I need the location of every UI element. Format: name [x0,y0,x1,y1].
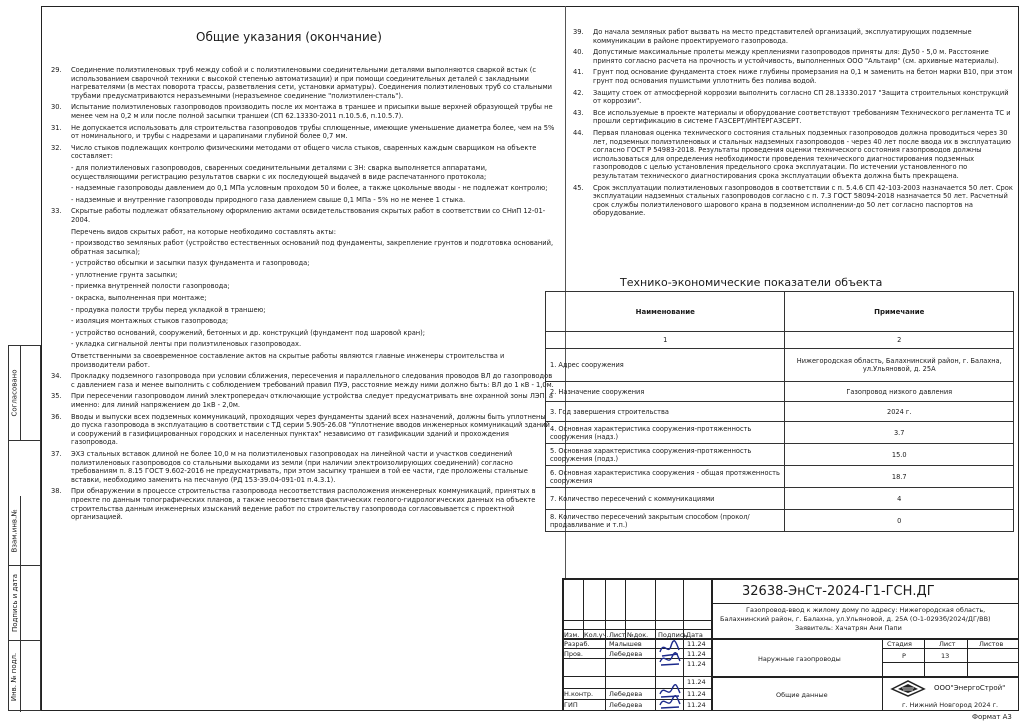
col-number: 1 [546,332,785,349]
company-city: г. Нижний Новгород 2024 г. [902,701,999,709]
list-item: - производство земляных работ (устройство естественных оснований под фундаменты, закрепление грунтов и подготовка оснований, обратная засыпка); [71,239,554,256]
note-text: Защиту стоек от атмосферной коррозии выполнить согласно СП 28.13330.2017 "Защита строительных конструкций от коррозии". [593,88,1009,106]
list-item: - надземные и внутренние газопроводы природного газа давлением свыше 0,1 МПа - 5% но не менее 1 стыка. [71,195,466,204]
note-num: 34. [51,372,62,381]
date-row3: 11.24 [687,660,706,668]
col-header-note: Примечание [785,292,1014,332]
note-text: До начала земляных работ вызвать на место представителей организаций, эксплуатирующих подземные коммуникации в районе проектируемого газопровода. [593,28,972,45]
stamp-line [683,578,684,711]
table-number-row [546,332,1014,349]
signature-mark [658,652,682,668]
stamp-line [562,688,711,689]
date-nkontr: 11.24 [687,690,706,698]
table-row [546,402,1014,422]
table-row [546,466,1014,488]
stamp-line [882,662,1019,663]
note-38 [51,487,556,521]
stamp-line [562,658,711,659]
stamp-line [625,578,626,638]
company-name: ООО"ЭнергоСтрой" [934,684,1006,692]
margin-cell-inv-orig [9,641,40,712]
date-prov: 11.24 [687,650,706,658]
tep-table [545,291,1014,532]
hdr-date: Дата [686,631,703,639]
tep-title: Технико-экономические показатели объекта [620,276,883,289]
stamp-line [967,638,968,676]
row-value: 0 [785,510,1014,532]
row-value: 4 [785,488,1014,510]
note-33 [51,207,556,224]
note-text: Грунт под основание фундамента стоек ниже глубины промерзания на 0,1 м заменить на бетон марки В10, при этом грунт под основания пушистыми уплотнить без полива водой. [593,68,1013,85]
note-num: 42. [573,88,584,97]
note-num: 31. [51,123,62,132]
date-razrab: 11.24 [687,640,706,648]
note-34 [51,372,556,389]
stage-value: Р [902,652,906,660]
note-text: Допустимые максимальные пролеты между креплениями газопроводов приняты для: Ду50 - 5,0 м. Расстояние принято согласно расчета на прочность и устойчивость, выполненных ООО "Альтаир" (см. архивные материалы). [593,48,999,65]
notes-right [573,28,1013,221]
stamp-line [711,603,1019,604]
project-desc-2: Балахнинский район, г. Балахна, ул.Ульяновой, д. 25А (О-1-0293б/2024/ДГ/ВВ) [720,615,991,623]
stamp-line [924,638,925,676]
note-num: 39. [573,28,584,36]
row-name: 2. Назначение сооружения [546,382,785,402]
note-num: 38. [51,487,62,496]
margin-cell-inv-replaced [9,496,40,566]
note-32 [51,144,556,161]
notes-left [51,66,556,525]
note-44 [573,129,1013,181]
table-header-row [546,292,1014,332]
drawing-code: 32638-ЭнСт-2024-Г1-ГСН.ДГ [742,584,935,599]
note-35 [51,392,556,409]
table-row [546,488,1014,510]
stamp-line [882,648,1019,649]
row-value: 18.7 [785,466,1014,488]
hdr-kol: Кол.уч. [584,631,609,639]
note-text: Вводы и выпуски всех подземных коммуникаций, проходящих через фундаменты зданий всех назначений, должны быть уплотнены до пуска газопровода в эксплуатацию в соответствии с ТД серии 5.905-26.08 "Уплотнение вводов инженерных коммуникаций зданий и сооружений в газифицированных городских и населенных пунктах" независимо от газификации зданий и прохождения газопровода. [71,412,550,447]
row-name: 4. Основная характеристика сооружения-протяженность сооружения (надз.) [546,422,785,444]
note-text: При обнаружении в процессе строительства газопровода несоответствия расположения инженерных коммуникаций, принятых в проекте по данным топографических планов, а также несоответствия фактических геолого-гидрологических данных на объекте строительства данным инженерных изысканий ведение работ по строительству газопровода согласовывается с проектной организацией. [71,487,536,522]
note-text: ЭХЗ стальных вставок длиной не более 10,0 м на полиэтиленовых газопроводах на линейной части и участков соединений полиэтиленовых газопроводов со стальными выходами из земли (при наличии электроизолирующих соединений) согласно требованиям п. 8.15 ГОСТ 9.602-2016 не предусматривать, при этом засыпку траншеи в той ее части, где проложены стальные вставки, необходимо заменить на песчаную (РД 153-39.04-091-01 п.4.3.1). [71,449,528,484]
hdr-izm: Изм. [564,631,580,639]
table-row [546,382,1014,402]
list-item: - приемка внутренней полости газопровода; [71,282,230,291]
stamp-line [711,578,713,711]
row-name: 3. Год завершения строительства [546,402,785,422]
notes-title: Общие указания (окончание) [196,30,382,44]
stamp-line [562,629,711,630]
hdr-list: Лист [609,631,626,639]
stamp-line [562,699,711,700]
note-num: 30. [51,103,62,112]
stamp-line [605,578,606,711]
row-name: 5. Основная характеристика сооружения-протяженность сооружения (подз.) [546,444,785,466]
role-razrab: Разраб. [564,640,590,648]
note-text: При пересечении газопроводом линий электропередач отключающие устройства следует предусматривать вне охранной зоны ЛЭП, а именно: для линий напряжением до 1кВ - 2,0м. [71,392,553,409]
list-item: - устройство обсыпки и засыпки пазух фундамента и газопровода; [71,259,310,268]
role-gip: ГИП [564,701,578,709]
list-item: - надземные газопроводы давлением до 0,1 МПа условным проходом 50 и более, а также цокольные вводы - не подлежат контролю; [71,184,548,193]
margin-stamp [8,345,41,711]
note-text: Прокладку подземного газопровода при условии сближения, пересечения и параллельного следования проводов ВЛ до газопроводов с давлением газа и менее выполнить с соблюдением требований правил ПУЭ, расстояние между ними должно быть: ВЛ до 1 кВ - 1,0м. [71,372,554,389]
row-value: 3.7 [785,422,1014,444]
list-item: - изоляция монтажных стыков газопровода; [71,317,229,326]
margin-cell-agreed [9,346,40,441]
stamp-line [655,578,656,711]
list-item: - уплотнение грунта засыпки; [71,270,178,279]
note-text: Не допускается использовать для строительства газопроводов трубы сплющенные, имеющие уменьшение диаметра более, чем на 5% от номинального, и трубы с надрезами и царапинами глубиной более 0,7 мм. [71,123,555,141]
note-43 [573,109,1013,126]
margin-label-agreed: Согласовано [10,369,19,417]
note-num: 37. [51,449,62,458]
note-41 [573,68,1013,85]
note-30 [51,103,556,120]
note-37 [51,450,556,484]
list-item: - окраска, выполненная при монтаже; [71,294,207,303]
note-num: 35. [51,392,62,401]
list-item: - для полиэтиленовых газопроводов, сваренных соединительными деталями с ЗН: сварка выполняется аппаратами, осуществляющими регистрацию результатов сварки с их последующей выдачей в виде распечатанного протокола; [71,163,488,181]
note-num: 44. [573,128,584,137]
col-header-name: Наименование [546,292,785,332]
date-gip: 11.24 [687,701,706,709]
row-name: 1. Адрес сооружения [546,349,785,382]
work-title-2: Общие данные [776,691,828,699]
sheet-value: 13 [941,652,950,660]
note-36 [51,413,556,447]
sheet-header: Лист [939,640,956,648]
stamp-line [583,578,584,638]
stamp-line [562,648,711,649]
date-row4: 11.24 [687,678,706,686]
note-39 [573,28,1013,45]
stamp-line [711,638,1019,640]
work-title-1: Наружные газопроводы [758,655,841,663]
row-name: 8. Количество пересечений закрытым способом (прокол/продавливание и т.п.) [546,510,785,532]
note-45 [573,184,1013,218]
project-desc-3: Заявитель: Хачатрян Ани Папи [795,624,902,632]
note-42 [573,89,1013,106]
margin-label-sign-date: Подпись и дата [10,574,19,632]
role-nkontr: Н.контр. [564,690,594,698]
note-text: Все используемые в проекте материалы и оборудование соответствуют требованиям Технического регламента ТС и прошли сертификацию в системе ГАЗСЕРТ/ИНТЕРГАЗСЕРТ. [593,108,1011,126]
note-text: Число стыков подлежащих контролю физическими методами от общего числа стыков, сваренных каждым сварщиком на объекте составляет: [71,143,537,161]
project-desc-1: Газопровод-ввод к жилому дому по адресу: Нижегородская область, [746,606,986,614]
name-nkontr: Лебедева [609,690,643,698]
row-value: 15.0 [785,444,1014,466]
list-item: - продувка полости трубы перед укладкой в траншею; [71,305,266,314]
note-num: 43. [573,108,584,117]
name-razrab: Малышев [609,640,642,648]
company-logo-icon [888,679,928,697]
list-intro: Перечень видов скрытых работ, на которые необходимо составлять акты: [71,227,336,236]
stamp-line [562,676,711,677]
note-num: 32. [51,143,62,152]
note-29 [51,66,556,100]
table-row [546,510,1014,532]
list-item: - устройство оснований, сооружений, бетонных и др. конструкций (фундамент под шаровой кран); [71,328,426,337]
row-name: 6. Основная характеристика сооружения - общая протяженность сооружения [546,466,785,488]
responsible-note: Ответственными за своевременное составление актов на скрытые работы являются главные инженеры строительства и производители работ. [71,352,505,369]
note-31 [51,124,556,141]
role-prov: Пров. [564,650,583,658]
hdr-sign: Подпись [658,631,688,639]
table-row [546,349,1014,382]
table-row [546,444,1014,466]
stage-header: Стадия [887,640,912,648]
note-num: 41. [573,68,584,77]
note-num: 40. [573,48,584,57]
row-value: Газопровод низкого давления [785,382,1014,402]
table-row [546,422,1014,444]
name-gip: Лебедева [609,701,643,709]
row-value: 2024 г. [785,402,1014,422]
row-name: 7. Количество пересечений с коммуникациями [546,488,785,510]
note-text: Скрытые работы подлежат обязательному оформлению актами освидетельствования скрытых работ в соответствии со СНиП 12-01-2004. [71,207,546,224]
row-value: Нижегородская область, Балахнинский район, г. Балахна, ул.Ульяновой, д. 25А [785,349,1014,382]
note-num: 33. [51,207,62,216]
note-num: 36. [51,412,62,421]
stamp-line [711,676,1019,678]
note-text: Соединение полиэтиленовых труб между собой и с полиэтиленовыми соединительными деталями выполняются сваркой встык (с использованием сварочной техники с высокой степенью автоматизации) и при помощи соединительных деталей с закладными нагревателями (в местах поворота трассы, разветвления сети, установки арматуры). Соединения полиэтиленовых труб со стальными трубами предусматриваются неразъемными (неразъемное соединение "полиэтилен-сталь"). [71,66,553,100]
note-num: 45. [573,183,584,192]
note-text: Первая плановая оценка технического состояния стальных подземных газопроводов должна проводиться через 30 лет, подземных полиэтиленовых и стальных надземных газопроводов - через 40 лет после ввода их в эксплуатацию согласно ГОСТ Р 54983-2018. Результаты проведения оценки технического состояния газопроводов должны использоваться для определения необходимости проведения технического диагностирования подземных газопроводов с целью установления предельного срока эксплуатации. По истечении установленного по результатам технического диагностирования срока эксплуатации объекта должна быть прекращена. [593,128,1011,180]
name-prov: Лебедева [609,650,643,658]
title-block [562,578,1019,711]
margin-label-inv-replaced: Взам.инв.№ [10,508,19,553]
note-text: Испытание полиэтиленовых газопроводов производить после их монтажа в траншее и присыпки выше верхней образующей трубы не менее чем на 0,2 м или после полной засыпки траншеи (СП 62.13330-2011 п.10.5.6, п.10.5.7). [71,103,553,120]
signature-mark [658,695,682,711]
col-number: 2 [785,332,1014,349]
margin-cell-sign-date [9,566,40,641]
stamp-line [562,620,711,621]
sheets-header: Листов [979,640,1004,648]
note-text: Срок эксплуатации полиэтиленовых газопроводов в соответствии с п. 5.4.6 СП 42-103-2003 назначается 50 лет. Срок эксплуатации надземных стальных газопроводов согласно с п. 7.3 ГОСТ 58094-2018 назначается 50 лет. Расчетный срок службы полиэтиленового шарового крана в подземном исполнении-до 50 лет согласно паспортов на оборудование. [593,183,1013,218]
stamp-line [562,578,1019,580]
sheet-format: Формат А3 [972,713,1012,721]
note-40 [573,48,1013,65]
list-item: - укладка сигнальной ленты при полиэтиленовых газопроводах. [71,340,302,349]
hdr-doc: №док. [627,631,649,639]
margin-label-inv-orig: Инв. № подл. [10,652,19,701]
note-num: 29. [51,66,62,74]
